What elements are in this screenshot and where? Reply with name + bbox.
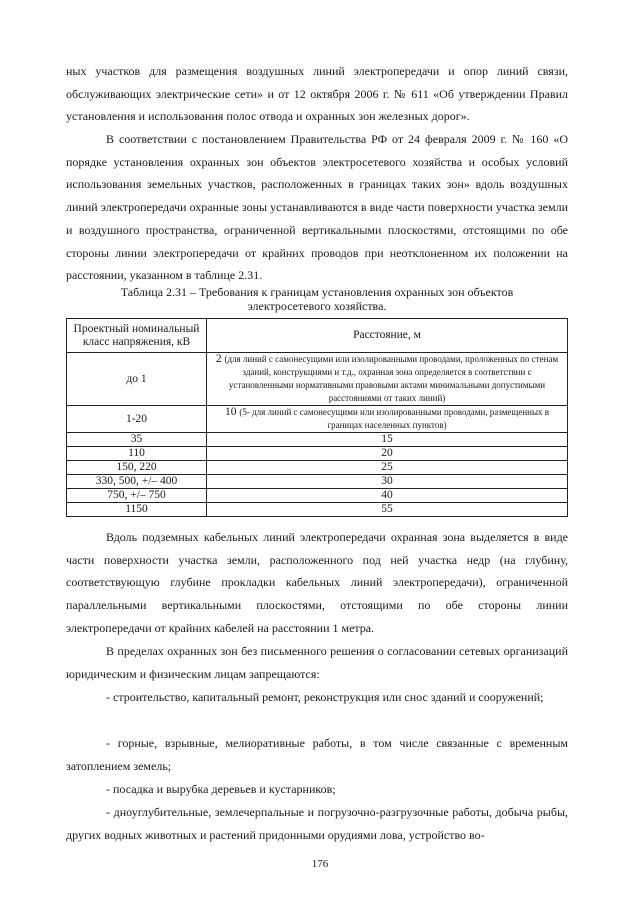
- distance-value: 10: [224, 406, 237, 418]
- list-item-dredging: - дноуглубительные, землечерпальные и погрузочно-разгрузочные работы, добыча рыбы, других водных животных и растений придонными орудиями лова, устройство во-: [66, 805, 568, 842]
- protection-zone-table: [66, 318, 568, 517]
- table-row: [67, 406, 568, 433]
- cell-voltage: 35: [67, 433, 207, 447]
- paragraph-continuation: ных участков для размещения воздушных линий электропередачи и опор линий связи, обслуживающих электрические сети» и от 12 октября 2006 г. № 611 «Об утверждении Правил установления и использования полос отвода и охранных зон железных дорог».: [66, 64, 568, 124]
- distance-note: (5- для линий с самонесущими или изолированными проводами, размещенных в границах населенных пунктов): [239, 407, 550, 430]
- cell-voltage: 110: [67, 447, 207, 461]
- cell-distance: 30: [207, 475, 568, 489]
- cell-distance: 40: [207, 489, 568, 503]
- cell-voltage: до 1: [67, 353, 207, 406]
- table-caption-line1: Таблица 2.31 – Требования к границам установления охранных зон объектов: [120, 285, 514, 299]
- cell-voltage: 1150: [67, 503, 207, 517]
- distance-note: (для линий с самонесущими или изолированными проводами, проложенных по стенам зданий, конструкциями и т.д., охранная зона определяется в соответствии с установленными нормативными правовыми актами минимальными допустимыми расстояниями от таких линий): [224, 354, 559, 403]
- table-row: [67, 461, 568, 475]
- paragraph-prohibitions-intro: В пределах охранных зон без письменного решения о согласовании сетевых организаций юридическим и физическим лицам запрещаются:: [66, 644, 568, 681]
- cell-voltage: 750, +/– 750: [67, 489, 207, 503]
- cell-distance: 55: [207, 503, 568, 517]
- cell-distance: 15: [207, 433, 568, 447]
- table-row: [67, 475, 568, 489]
- list-item-trees: - посадка и вырубка деревьев и кустарников;: [106, 782, 336, 796]
- cell-distance: [207, 353, 568, 406]
- table-header-row: [67, 319, 568, 353]
- cell-distance: 25: [207, 461, 568, 475]
- paragraph-overhead-lines: В соответствии с постановлением Правительства РФ от 24 февраля 2009 г. № 160 «О порядке установления охранных зон объектов электросетевого хозяйства и особых условий использования земельных участков, расположенных в границах таких зон» вдоль воздушных линий электропередачи охранные зоны устанавливаются в виде части поверхности участка земли и воздушного пространства, ограниченной вертикальными плоскостями, отстоящими по обе стороны линии электропередачи от крайних проводов при неотклоненном их положении на расстоянии, указанном в таблице 2.31.: [66, 132, 568, 283]
- table-caption: [66, 285, 568, 313]
- cell-distance: 20: [207, 447, 568, 461]
- list-item-mining: - горные, взрывные, мелиоративные работы, в том числе связанные с временным затоплением земель;: [66, 736, 568, 773]
- list-item-construction: - строительство, капитальный ремонт, реконструкция или снос зданий и сооружений;: [106, 690, 544, 704]
- header-distance: Расстояние, м: [207, 319, 568, 353]
- table-row: [67, 447, 568, 461]
- cell-voltage: 330, 500, +/– 400: [67, 475, 207, 489]
- table-row: [67, 503, 568, 517]
- table-row: [67, 433, 568, 447]
- paragraph-underground-cables: Вдоль подземных кабельных линий электропередачи охранная зона выделяется в виде части поверхности участка земли, расположенного под ней участка недр (на глубину, соответствующую глубине прокладки кабельных линий электропередачи), ограниченной параллельными вертикальными плоскостями, отстоящими по обе стороны линии электропередачи от крайних кабелей на расстоянии 1 метра.: [66, 530, 568, 635]
- page-number: 176: [311, 858, 329, 870]
- table-row: [67, 353, 568, 406]
- distance-value: 2: [215, 353, 222, 365]
- cell-voltage: 150, 220: [67, 461, 207, 475]
- table-row: [67, 489, 568, 503]
- cell-voltage: 1-20: [67, 406, 207, 433]
- table-caption-line2: электросетевого хозяйства.: [247, 299, 387, 313]
- header-voltage-class: Проектный номинальный класс напряжения, кВ: [67, 319, 207, 353]
- cell-distance: [207, 406, 568, 433]
